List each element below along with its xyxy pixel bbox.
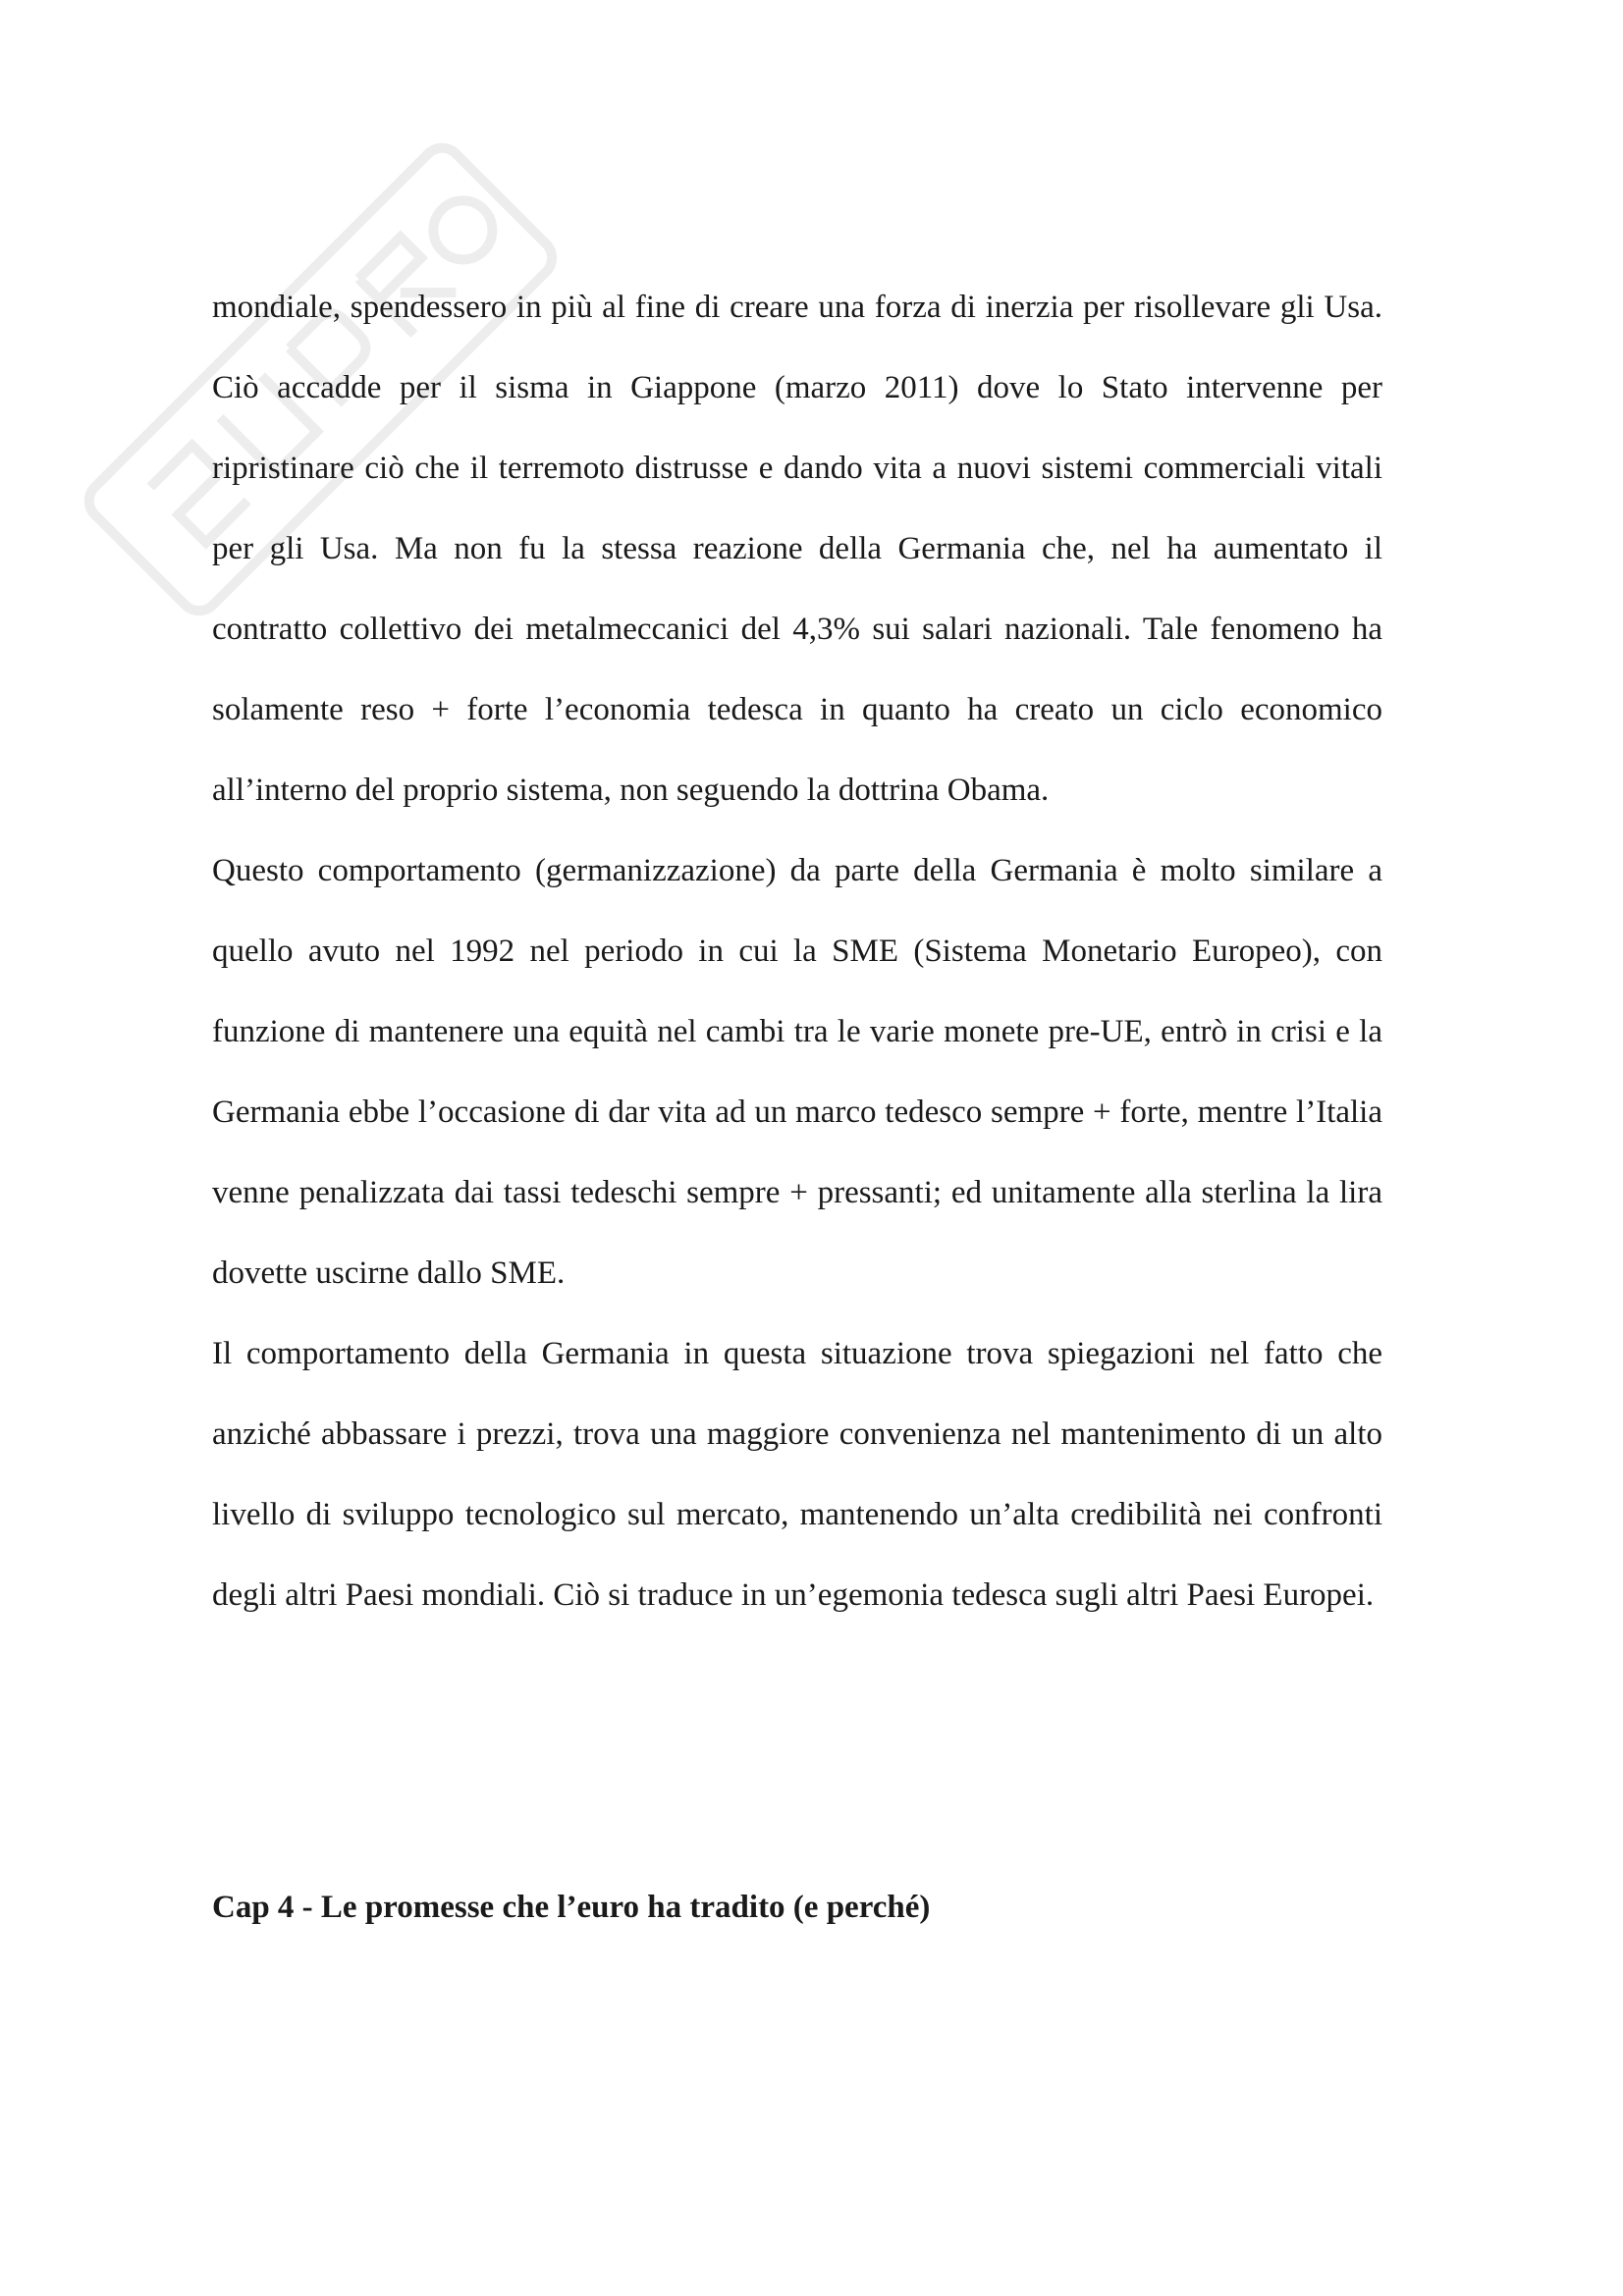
chapter-heading: Cap 4 - Le promesse che l’euro ha tradito (e perché) — [212, 1890, 931, 1925]
paragraph-3: Il comportamento della Germania in questa situazione trova spiegazioni nel fatto che anziché abbassare i prezzi, trova una maggiore convenienza nel mantenimento di un alto livello di sviluppo tecnologico sul mercato, mantenendo un’alta credibilità nei confronti degli altri Paesi mondiali. Ciò si traduce in un’egemonia tedesca sugli altri Paesi Europei. — [212, 1336, 1382, 1613]
paragraph-2: Questo comportamento (germanizzazione) da parte della Germania è molto similare a quello avuto nel 1992 nel periodo in cui la SME (Sistema Monetario Europeo), con funzione di mantenere una equità nel cambi tra le varie monete pre-UE, entrò in crisi e la Germania ebbe l’occasione di dar vita ad un marco tedesco sempre + forte, mentre l’Italia venne penalizzata dai tassi tedeschi sempre + pressanti; ed unitamente alla sterlina la lira dovette uscirne dallo SME. — [212, 853, 1382, 1291]
paragraph-1: mondiale, spendessero in più al fine di creare una forza di inerzia per risollevare gli Usa. Ciò accadde per il sisma in Giappone (marzo 2011) dove lo Stato intervenne per ripristinare ciò che il terremoto distrusse e dando vita a nuovi sistemi commerciali vitali per gli Usa. Ma non fu la stessa reazione della Germania che, nel ha aumentato il contratto collettivo dei metalmeccanici del 4,3% sui salari nazionali. Tale fenomeno ha solamente reso + forte l’economia tedesca in quanto ha creato un ciclo economico all’interno del proprio sistema, non seguendo la dottrina Obama. — [212, 290, 1382, 808]
document-body — [212, 267, 1382, 1635]
